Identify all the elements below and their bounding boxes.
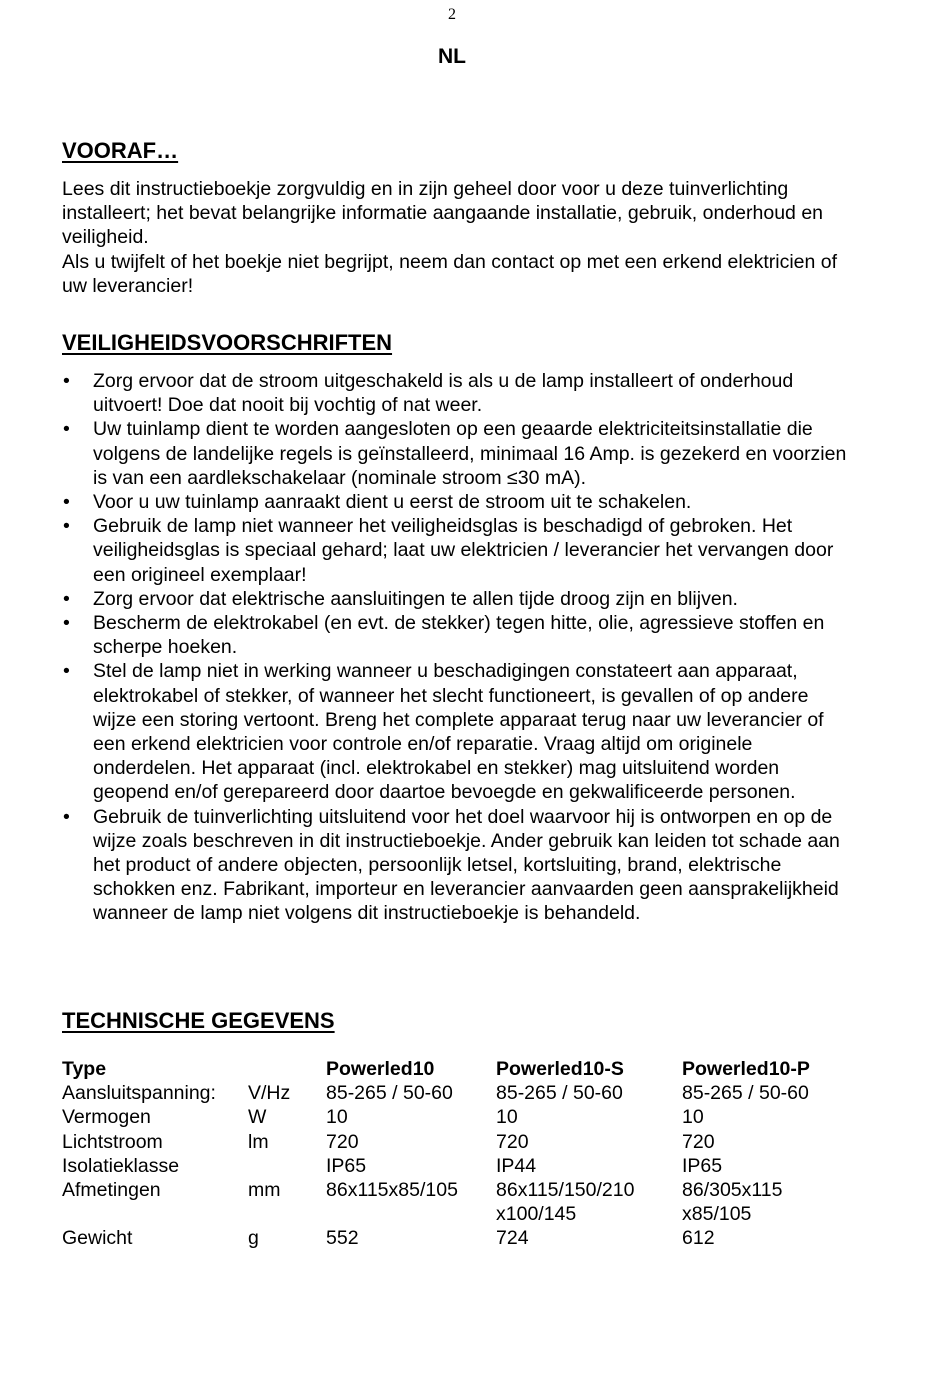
list-item: • Gebruik de tuinverlichting uitsluitend voor het doel waarvoor hij is ontworpen en op de wijze zoals beschreven in dit instructieboekje. Ander gebruik kan leiden tot schade aan het product of andere objecten, persoonlijk letsel, kortsluiting, brand, elektrische schokken enz. Fabrikant, importeur en leverancier aanvaarden geen aansprakelijkheid wanneer de lamp niet volgens dit instructieboekje is behandeld. [62, 805, 852, 926]
list-item: • Zorg ervoor dat de stroom uitgeschakeld is als u de lamp installeert of onderhoud uitvoert! Doe dat nooit bij vochtig of nat weer. [62, 369, 852, 417]
table-cell: IP65 [326, 1154, 367, 1177]
table-cell: 552 [326, 1227, 359, 1250]
table-cell: 10 [496, 1106, 518, 1129]
table-cell: 724 [496, 1227, 529, 1250]
page-number: 2 [448, 6, 456, 23]
table-cell: 720 [682, 1130, 715, 1153]
table-cell: x85/105 [682, 1203, 752, 1226]
list-item: • Bescherm de elektrokabel (en evt. de stekker) tegen hitte, olie, agressieve stoffen en scherpe hoeken. [62, 611, 852, 659]
table-header-cell: Powerled10-S [496, 1058, 624, 1080]
intro-text [62, 177, 862, 298]
table-header-cell [248, 1057, 326, 1081]
table-row [62, 1178, 852, 1202]
table-cell: lm [248, 1130, 269, 1153]
table-cell: 720 [326, 1130, 359, 1153]
list-item: • Uw tuinlamp dient te worden aangesloten op een geaarde elektriciteitsinstallatie die volgens de landelijke regels is geïnstalleerd, minimaal 16 Amp. is gezekerd en voorzien is van een aardlekschakelaar (nominale stroom ≤30 mA). [62, 417, 852, 490]
safety-list [62, 369, 852, 926]
table-cell: 720 [496, 1130, 529, 1153]
table-cell: Afmetingen [62, 1179, 161, 1202]
section-heading-technisch: TECHNISCHE GEGEVENS [62, 1008, 335, 1033]
table-cell: Isolatieklasse [62, 1154, 180, 1177]
table-header-cell: Powerled10-P [682, 1058, 810, 1080]
table-cell: Aansluitspanning: [62, 1082, 216, 1105]
language-code: NL [438, 45, 466, 68]
list-item: • Gebruik de lamp niet wanneer het veiligheidsglas is beschadigd of gebroken. Het veiligheidsglas is speciaal gehard; laat uw elektricien / leverancier het vervangen door een origineel exemplaar! [62, 514, 852, 587]
table-cell: 10 [326, 1106, 348, 1129]
list-item: • Voor u uw tuinlamp aanraakt dient u eerst de stroom uit te schakelen. [62, 490, 852, 514]
table-cell: Gewicht [62, 1227, 133, 1250]
list-item: • Stel de lamp niet in werking wanneer u beschadigingen constateert aan apparaat, elektrokabel of stekker, of wanneer het slecht functioneert, is gevallen of op andere wijze een storing vertoont. Breng het complete apparaat terug naar uw leverancier of een erkend elektricien voor controle en/of reparatie. Vraag altijd om originele onderdelen. Het apparaat (incl. elektrokabel en stekker) mag uitsluitend worden geopend en/of gerepareerd door daartoe bevoegde en gekwalificeerde personen. [62, 659, 852, 804]
table-cell: x100/145 [496, 1203, 577, 1226]
table-cell: W [248, 1106, 267, 1129]
intro-paragraph: Lees dit instructieboekje zorgvuldig en in zijn geheel door voor u deze tuinverlichting installeert; het bevat belangrijke informatie aangaande installatie, gebruik, onderhoud en veiligheid. [62, 178, 824, 249]
table-cell: V/Hz [248, 1082, 291, 1105]
table-cell: Lichtstroom [62, 1130, 163, 1153]
table-row [62, 1226, 852, 1250]
table-cell [248, 1202, 326, 1226]
table-cell [62, 1202, 248, 1226]
intro-paragraph: Als u twijfelt of het boekje niet begrijpt, neem dan contact op met een erkend elektricien of uw leverancier! [62, 250, 838, 297]
table-header-row [62, 1057, 852, 1081]
table-row [62, 1154, 852, 1178]
table-cell: 86x115x85/105 [326, 1179, 458, 1202]
table-header-cell: Powerled10 [326, 1058, 435, 1080]
section-heading-vooraf: VOORAF… [62, 138, 179, 163]
table-cell: 85-265 / 50-60 [682, 1082, 809, 1105]
table-row [62, 1202, 852, 1226]
table-cell: 85-265 / 50-60 [326, 1082, 453, 1105]
table-cell [326, 1202, 496, 1226]
section-heading-veiligheid: VEILIGHEIDSVOORSCHRIFTEN [62, 330, 393, 355]
table-cell: IP65 [682, 1154, 723, 1177]
table-cell: 86/305x115 [682, 1179, 783, 1202]
table-header-cell: Type [62, 1058, 107, 1080]
table-cell [248, 1154, 326, 1178]
table-cell: mm [248, 1179, 281, 1202]
table-cell: IP44 [496, 1154, 537, 1177]
table-row [62, 1081, 852, 1105]
table-cell: 612 [682, 1227, 715, 1250]
table-cell: 10 [682, 1106, 704, 1129]
specs-table [62, 1057, 852, 1251]
table-row [62, 1130, 852, 1154]
list-item: • Zorg ervoor dat elektrische aansluitingen te allen tijde droog zijn en blijven. [62, 587, 852, 611]
table-cell: Vermogen [62, 1106, 151, 1129]
table-cell: 85-265 / 50-60 [496, 1082, 623, 1105]
table-row [62, 1105, 852, 1129]
table-cell: g [248, 1227, 259, 1250]
table-cell: 86x115/150/210 [496, 1179, 635, 1202]
